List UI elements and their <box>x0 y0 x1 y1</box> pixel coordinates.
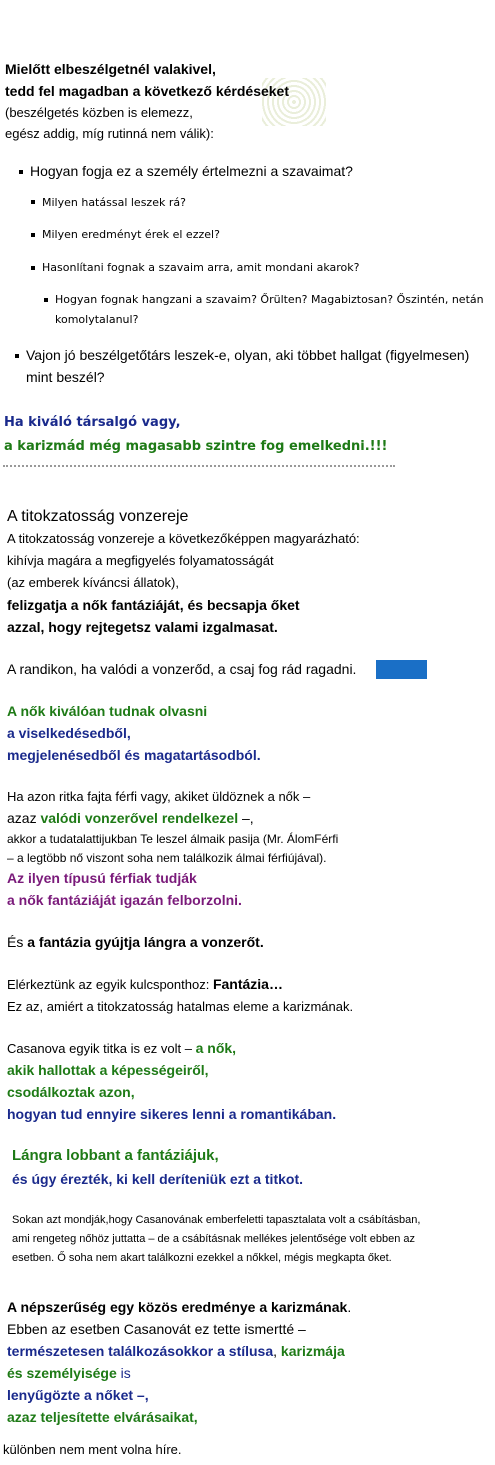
p7-line-3: csodálkoztak azon, <box>7 1084 135 1100</box>
p6-line-2: Ez az, amiért a titokzatosság hatalmas eleme a karizmának. <box>7 999 354 1014</box>
p10-line-6: azaz teljesítette elvárásaikat, <box>7 1409 198 1425</box>
p4-line-2b: valódi vonzerővel rendelkezel <box>40 810 239 826</box>
p10-line-4a: és személyisége <box>7 1365 117 1381</box>
p9-line-1: Sokan azt mondják,hogy Casanovának emberfeletti tapasztalata volt a csábításban, <box>12 1214 421 1226</box>
dotted-divider <box>3 465 395 467</box>
p10-line-1 <box>7 1297 351 1317</box>
p1-line-2: kihívja magára a megfigyelés folyamatosságát <box>7 553 274 568</box>
bullet-icon <box>19 170 23 174</box>
intro-line-2: tedd fel magadban a következő kérdéseket <box>5 83 289 99</box>
p10-line-3c: karizmája <box>280 1343 345 1359</box>
p3-line-1: A nők kiválóan tudnak olvasni <box>7 703 208 719</box>
intro-line-4: egész addig, míg rutinná nem válik): <box>5 126 214 141</box>
p10-line-4b: is <box>116 1365 131 1381</box>
p7-line-2: akik hallottak a képességeiről, <box>7 1062 209 1078</box>
p6-line-1a: Elérkeztünk az egyik kulcsponthoz: <box>7 977 213 992</box>
question-1c1-line-1: Hogyan fognak hangzani a szavaim? Őrülten? Magabiztosan? Őszintén, netán <box>55 293 484 306</box>
p2: A randikon, ha valódi a vonzerőd, a csaj fog rád ragadni. <box>7 661 357 677</box>
p10-line-4 <box>7 1363 131 1383</box>
p6-line-1 <box>7 975 283 994</box>
p1-line-3: (az emberek kíváncsi állatok), <box>7 575 179 590</box>
question-2-line-2: mint beszél? <box>26 369 105 385</box>
p7-line-1a: Casanova egyik titka is ez volt – <box>7 1041 196 1056</box>
p8-line-1: Lángra lobbant a fantáziájuk, <box>12 1147 219 1164</box>
highlight-line-1: Ha kiváló társalgó vagy, <box>4 415 181 430</box>
p4-line-2a: azaz <box>7 810 41 826</box>
section-heading: A titokzatosság vonzereje <box>7 508 189 525</box>
p4-line-2c: –, <box>238 810 254 826</box>
intro-line-1: Mielőtt elbeszélgetnél valakivel, <box>5 61 216 77</box>
p6-line-1b: Fantázia… <box>212 976 283 992</box>
p10-line-1a: A népszerűség egy közös eredménye a karizmának <box>7 1299 348 1315</box>
question-1: Hogyan fogja ez a személy értelmezni a szavaimat? <box>30 163 353 179</box>
question-1b: Milyen eredményt érek el ezzel? <box>42 228 220 241</box>
p1-line-1: A titokzatosság vonzereje a következőképpen magyarázható: <box>7 531 360 546</box>
p1-line-4: felizgatja a nők fantáziáját, és becsapja őket <box>7 597 300 613</box>
blue-box <box>376 660 427 679</box>
p4-line-6: a nők fantáziáját igazán felborzolni. <box>7 892 242 908</box>
bullet-icon <box>31 200 35 204</box>
intro-line-3: (beszélgetés közben is elemezz, <box>5 105 193 120</box>
p10-line-2: Ebben az esetben Casanovát ez tette ismertté – <box>7 1321 306 1337</box>
p10-line-3b: , <box>273 1343 281 1359</box>
p3-line-3: megjelenésedből és magatartásodból. <box>7 747 261 763</box>
question-2-line-1: Vajon jó beszélgetőtárs leszek-e, olyan, aki többet hallgat (figyelmesen) <box>26 347 470 363</box>
p4-line-4: – a legtöbb nő viszont soha nem találkozik álmai férfiújával). <box>7 851 327 865</box>
p7-line-1 <box>7 1039 236 1058</box>
p5b: a fantázia gyújtja lángra a vonzerőt. <box>27 934 264 950</box>
question-1a: Milyen hatással leszek rá? <box>42 196 186 209</box>
p4-line-2 <box>7 808 254 828</box>
p11: különben nem ment volna híre. <box>3 1442 182 1457</box>
p8-line-2: és úgy érezték, ki kell deríteniük ezt a titkot. <box>12 1171 303 1187</box>
p7-line-4: hogyan tud ennyire sikeres lenni a romantikában. <box>7 1106 337 1122</box>
p4-line-5: Az ilyen típusú férfiak tudják <box>7 870 197 886</box>
bullet-icon <box>44 298 48 302</box>
bullet-icon <box>31 233 35 237</box>
p10-line-1b: . <box>347 1299 352 1315</box>
p9-line-3: esetben. Ő soha nem akart találkozni ezekkel a nőkkel, mégis megkapta őket. <box>12 1252 392 1264</box>
bullet-icon <box>31 266 35 270</box>
p10-line-5: lenyűgözte a nőket –, <box>7 1387 149 1403</box>
p9-line-2: ami rengeteg nőhöz juttatta – de a csábításnak mellékes jelentősége volt ebben az <box>12 1233 415 1245</box>
bullet-icon <box>15 354 19 358</box>
p10-line-3 <box>7 1341 345 1361</box>
p5a: És <box>7 934 28 950</box>
p10-line-3a: természetesen találkozásokkor a stílusa <box>7 1343 274 1359</box>
p5 <box>7 932 264 952</box>
p7-line-1b: a nők, <box>195 1040 237 1056</box>
question-1c: Hasonlítani fognak a szavaim arra, amit mondani akarok? <box>42 261 360 274</box>
p3-line-2: a viselkedésedből, <box>7 725 131 741</box>
question-1c1-line-2: komolytalanul? <box>55 313 139 326</box>
p1-line-5: azzal, hogy rejtegetsz valami izgalmasat. <box>7 619 278 635</box>
p4-line-1: Ha azon ritka fajta férfi vagy, akiket üldöznek a nők – <box>7 789 311 804</box>
p4-line-3: akkor a tudatalattijukban Te leszel álmaik pasija (Mr. ÁlomFérfi <box>7 832 339 846</box>
highlight-line-2: a karizmád még magasabb szintre fog emelkedni.!!! <box>4 439 388 454</box>
